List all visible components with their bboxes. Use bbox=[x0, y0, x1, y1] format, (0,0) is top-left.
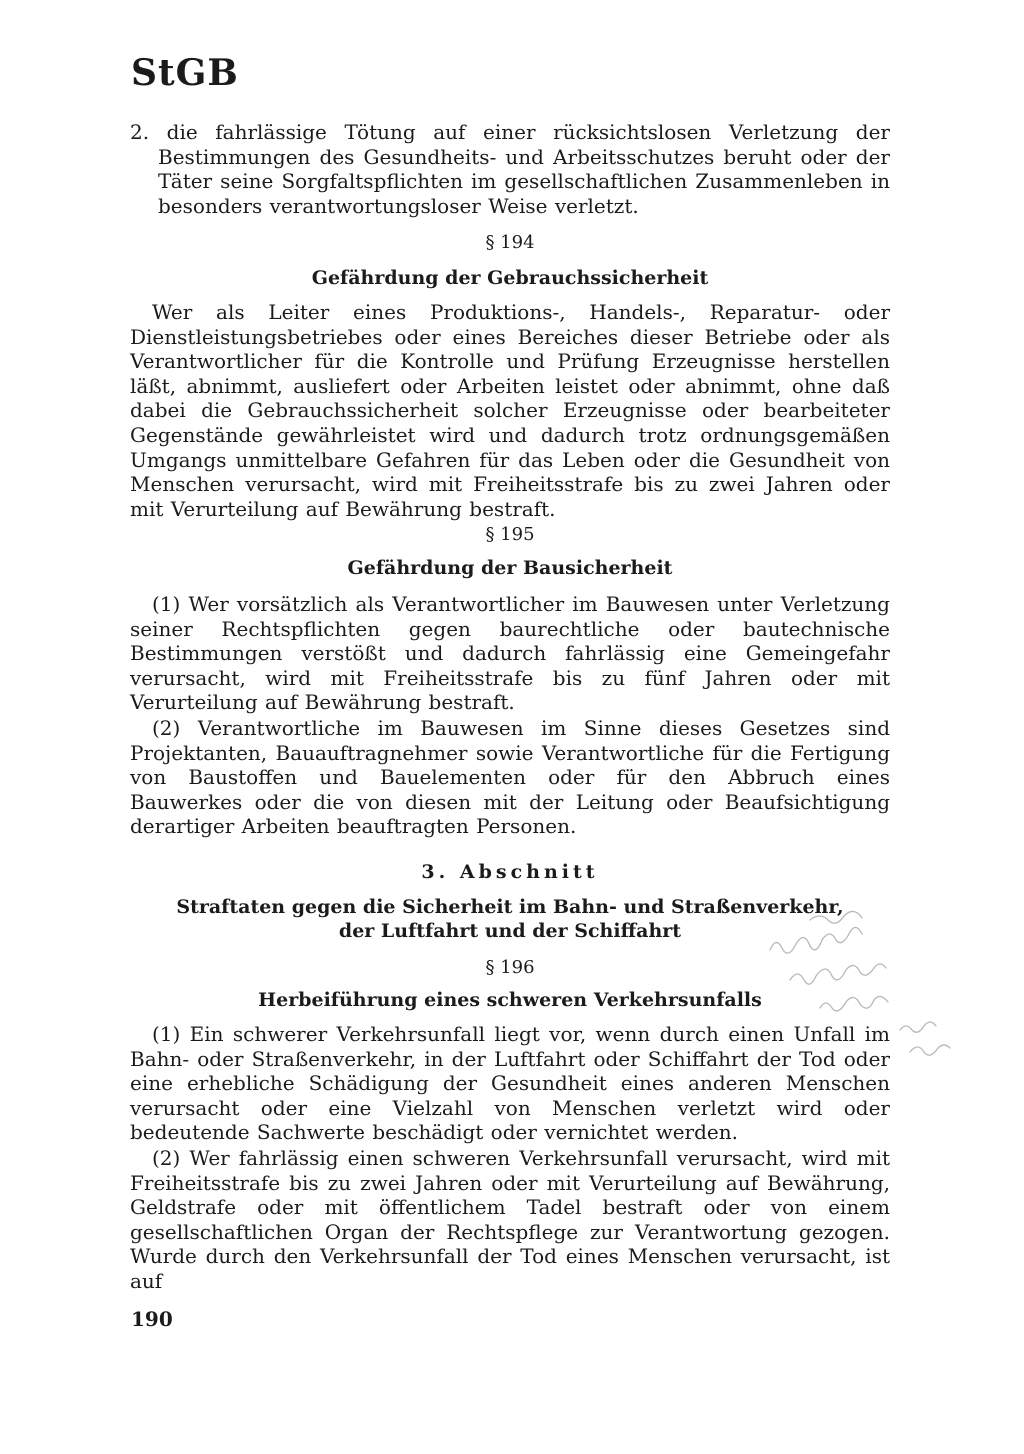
paragraph-number-196: § 196 bbox=[485, 957, 535, 978]
paragraph-196-subsection-1: (1) Ein schwerer Verkehrsunfall liegt vor, wenn durch einen Unfall im Bahn- oder Straßenverkehr, in der Luftfahrt oder Schiffahrt der Tod oder eine erhebliche Schädigung der Gesundheit eines anderen Menschen verursacht oder eine Vielzahl von Menschen verletzt wird oder bedeutende Sachwerte beschädigt oder vernichtet werden. bbox=[130, 1022, 890, 1145]
page-number: 190 bbox=[131, 1307, 173, 1331]
paragraph-title-196: Herbeiführung eines schweren Verkehrsunfalls bbox=[258, 989, 762, 1011]
list-item-2: 2. die fahrlässige Tötung auf einer rücksichtslosen Verletzung der Bestimmungen des Gesundheits- und Arbeitsschutzes beruht oder der Täter seine Sorgfaltspflichten im gesellschaftlichen Zusammenleben in besonders verantwortungsloser Weise verletzt. bbox=[130, 120, 890, 218]
paragraph-text-194: Wer als Leiter eines Produktions-, Handels-, Reparatur- oder Dienstleistungsbetriebes oder eines Bereiches dieser Betriebe oder als Verantwortlicher für die Kontrolle und Prüfung Erzeugnisse herstellen läßt, abnimmt, ausliefert oder Arbeiten leistet oder abnimmt, ohne daß dabei die Gebrauchssicherheit solcher Erzeugnisse oder bearbeiteter Gegenstände gewährleistet wird und dadurch trotz ordnungsgemäßen Umgangs unmittelbare Gefahren für das Leben oder die Gesundheit von Menschen verursacht, wird mit Freiheitsstrafe bis zu zwei Jahren oder mit Verurteilung auf Bewährung bestraft. bbox=[130, 300, 890, 521]
section-title-line-1: Straftaten gegen die Sicherheit im Bahn- und Straßenverkehr, bbox=[176, 896, 844, 918]
section-title-line-2: der Luftfahrt und der Schiffahrt bbox=[338, 920, 682, 942]
handwritten-margin-note bbox=[750, 880, 980, 1070]
paragraph-196-subsection-2: (2) Wer fahrlässig einen schweren Verkehrsunfall verursacht, wird mit Freiheitsstrafe bis zu zwei Jahren oder mit Verurteilung auf Bewährung, Geldstrafe oder mit öffentlichem Tadel bestraft oder von einem gesellschaftlichen Organ der Rechtspflege zur Verantwortung gezogen. Wurde durch den Verkehrsunfall der Tod eines Menschen verursacht, ist auf bbox=[130, 1146, 890, 1293]
section-label: 3. Abschnitt bbox=[421, 861, 599, 883]
paragraph-title-195: Gefährdung der Bausicherheit bbox=[347, 557, 673, 579]
paragraph-title-194: Gefährdung der Gebrauchssicherheit bbox=[311, 267, 709, 289]
paragraph-195-subsection-2: (2) Verantwortliche im Bauwesen im Sinne dieses Gesetzes sind Projektanten, Bauauftragnehmer sowie Verantwortliche für die Fertigung von Baustoffen und Bauelementen oder für den Abbruch eines Bauwerkes oder die von diesen mit der Leitung oder Beaufsichtigung derartiger Arbeiten beauftragten Personen. bbox=[130, 716, 890, 839]
paragraph-number-195: § 195 bbox=[485, 524, 535, 545]
page-header-code: StGB bbox=[131, 52, 239, 94]
paragraph-195-subsection-1: (1) Wer vorsätzlich als Verantwortlicher im Bauwesen unter Verletzung seiner Rechtspflichten gegen baurechtliche oder bautechnische Bestimmungen verstößt und dadurch fahrlässig eine Gemeingefahr verursacht, wird mit Freiheitsstrafe bis zu fünf Jahren oder mit Verurteilung auf Bewährung bestraft. bbox=[130, 592, 890, 715]
paragraph-number-194: § 194 bbox=[485, 232, 535, 253]
